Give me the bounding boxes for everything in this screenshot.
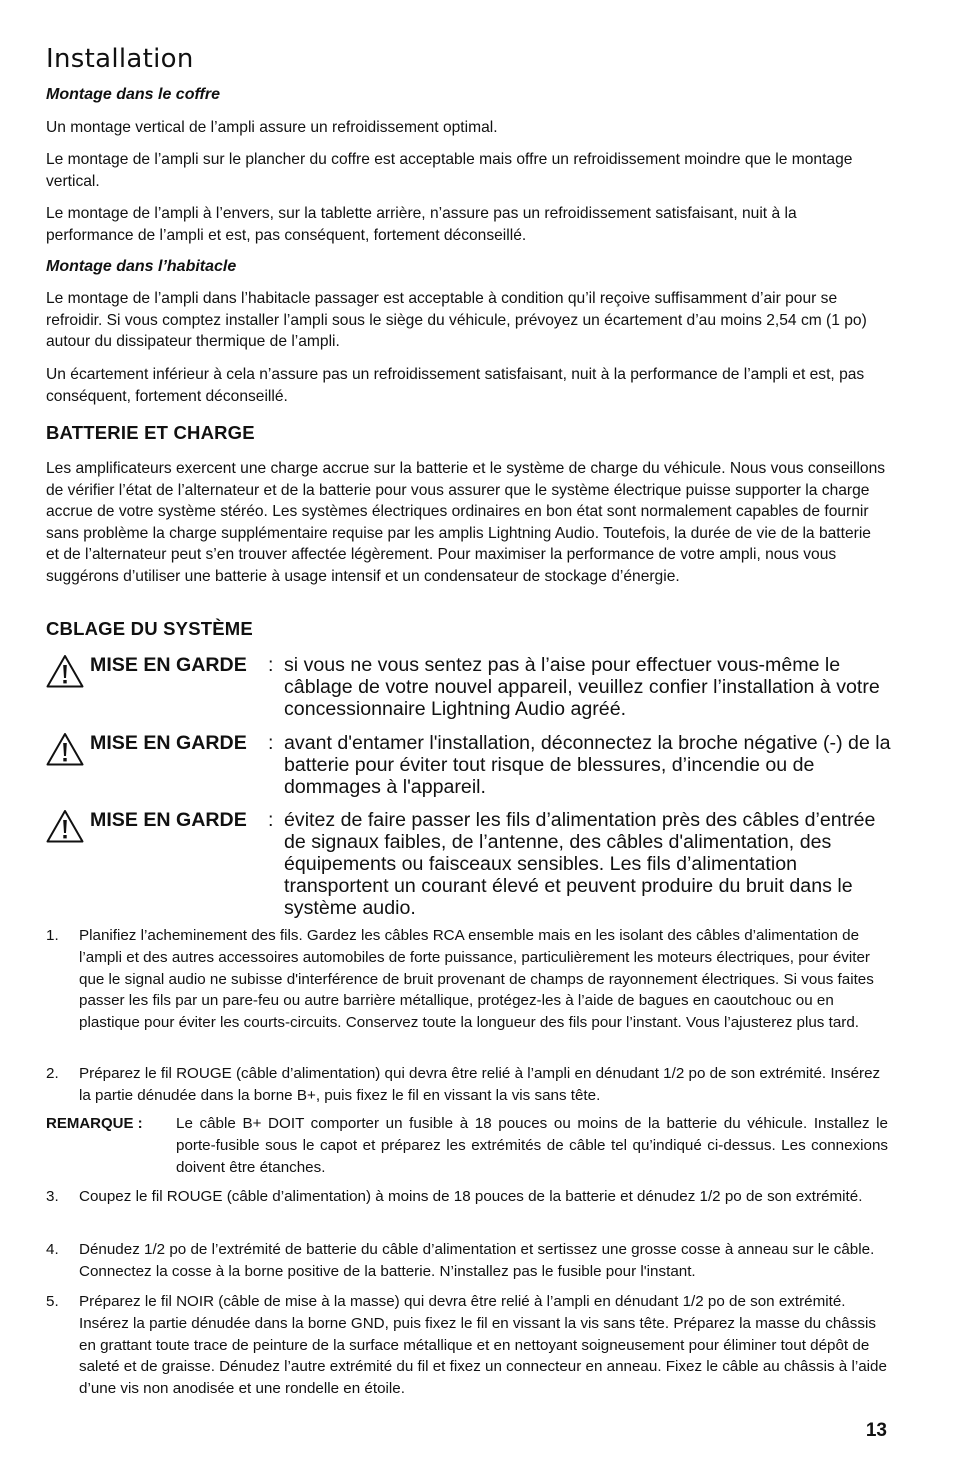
step-text: Coupez le fil ROUGE (câble d’alimentation) à moins de 18 pouces de la batterie et dénudez 1/2 po de son extrémité. <box>79 1188 863 1205</box>
trunk-mount-heading: Montage dans le coffre <box>46 86 220 103</box>
step-number: 5. <box>46 1293 59 1310</box>
step-number: 4. <box>46 1241 59 1258</box>
warning-text-3: évitez de faire passer les fils d’alimentation près des câbles d’entrée de signaux faibles, de l’antenne, des câbles d'alimentation, des équipements ou faisceaux sensibles. Les fils d’alimentation transportent un courant élevé et peuvent produire du bruit dans le système audio. <box>284 809 876 919</box>
trunk-paragraph-3: Le montage de l’ampli à l’envers, sur la tablette arrière, n’assure pas un refroidissement satisfaisant, nuit à la performance de l’ampli et est, pas conséquent, fortement déconseillé. <box>46 205 797 244</box>
battery-paragraph: Les amplificateurs exercent une charge accrue sur la batterie et le système de charge du véhicule. Nous vous conseillons de vérifier l’état de l’alternateur et de la batterie pour vous assurer que le système électrique puisse supporter la charge accrue de votre système stéréo. Les systèmes électriques ordinaires en bon état sont normalement capables de fournir sans problème la charge supplémentaire requise par les amplis Lightning Audio. Toutefois, la durée de vie de la batterie et de l’alternateur peut s’en trouver affectée légèrement. Pour maximiser la performance de votre ampli, nous vous suggérons d’utiliser une batterie à usage intensif et un condensateur de stockage d’énergie. <box>46 460 886 585</box>
note-label: REMARQUE : <box>46 1115 143 1132</box>
warning-label: MISE EN GARDE <box>90 654 247 676</box>
step-text: Planifiez l’acheminement des fils. Gardez les câbles RCA ensemble mais en les isolant des câbles d’alimentation de l’ampli et des autres accessoires automobiles de forte puissance, particulièrement les moteurs électriques, pour éviter que le signal audio ne subisse d'interférence de bruit provenant de champs de rayonnement électriques. Si vous faites passer les fils par un pare-feu ou autre barrière métallique, protégez-les à l’aide de bagues en caoutchouc ou en plastique pour éviter les courts-circuits. Conservez toute la longueur des fils pour l’instant. Vous l’ajusterez plus tard. <box>79 927 874 1032</box>
warning-colon: : <box>268 809 274 831</box>
step-number: 3. <box>46 1188 59 1205</box>
warning-triangle-icon <box>46 654 84 688</box>
note-text: Le câble B+ DOIT comporter un fusible à 18 pouces ou moins de la batterie du véhicule. Installez le porte-fusible sous le capot et préparez les extrémités de câble tel qu’indiqué ci-dessus. Les connexions doivent être étanches. <box>176 1115 888 1176</box>
trunk-paragraph-1: Un montage vertical de l’ampli assure un refroidissement optimal. <box>46 119 498 136</box>
page-number: 13 <box>865 1420 887 1441</box>
step-number: 2. <box>46 1065 59 1082</box>
trunk-paragraph-2: Le montage de l’ampli sur le plancher du coffre est acceptable mais offre un refroidissement moindre que le montage vertical. <box>46 151 853 190</box>
warning-triangle-icon <box>46 809 84 843</box>
step-text: Dénudez 1/2 po de l’extrémité de batterie du câble d’alimentation et sertissez une grosse cosse à anneau sur le câble. Connectez la cosse à la borne positive de la batterie. N’installez pas le fusible pour l'instant. <box>79 1241 875 1280</box>
warning-label: MISE EN GARDE <box>90 732 247 754</box>
step-text: Préparez le fil NOIR (câble de mise à la masse) qui devra être relié à l’ampli en dénudant 1/2 po de son extrémité. Insérez la partie dénudée dans la borne GND, puis fixez le fil en vissant la vis sans tête. Préparez la masse du châssis en grattant toute trace de peinture de la surface métallique et en nettoyant soigneusement pour éliminer tout dépôt de saleté et de graisse. Dénudez l’autre extrémité du fil et fixez un connecteur en anneau. Fixez le câble au châssis à l’aide d’une vis non anodisée et une rondelle en étoile. <box>79 1293 887 1398</box>
warning-colon: : <box>268 654 274 676</box>
step-number: 1. <box>46 927 59 944</box>
warning-text-2: avant d'entamer l'installation, déconnectez la broche négative (-) de la batterie pour éviter tout risque de blessures, d’incendie ou de dommages à l'appareil. <box>284 732 891 798</box>
cabin-mount-heading: Montage dans l’habitacle <box>46 258 237 275</box>
warning-label: MISE EN GARDE <box>90 809 247 831</box>
wiring-heading: CBLAGE DU SYSTÈME <box>46 618 253 639</box>
page-title: Installation <box>46 44 194 74</box>
cabin-paragraph-2: Un écartement inférieur à cela n’assure pas un refroidissement satisfaisant, nuit à la performance de l’ampli et est, pas conséquent, fortement déconseillé. <box>46 366 865 405</box>
warning-text-1: si vous ne vous sentez pas à l’aise pour effectuer vous-même le câblage de votre nouvel appareil, veuillez confier l’installation à votre concessionnaire Lightning Audio agréé. <box>284 654 880 720</box>
warning-triangle-icon <box>46 732 84 766</box>
cabin-paragraph-1: Le montage de l’ampli dans l’habitacle passager est acceptable à condition qu’il reçoive suffisamment d’air pour se refroidir. Si vous comptez installer l’ampli sous le siège du véhicule, prévoyez un écartement d’au moins 2,54 cm (1 po) autour du dissipateur thermique de l’ampli. <box>46 290 867 351</box>
step-text: Préparez le fil ROUGE (câble d’alimentation) qui devra être relié à l’ampli en dénudant 1/2 po de son extrémité. Insérez la partie dénudée dans la borne B+, puis fixez le fil en vissant la vis sans tête. <box>79 1065 881 1104</box>
battery-heading: BATTERIE ET CHARGE <box>46 422 255 443</box>
warning-colon: : <box>268 732 274 754</box>
